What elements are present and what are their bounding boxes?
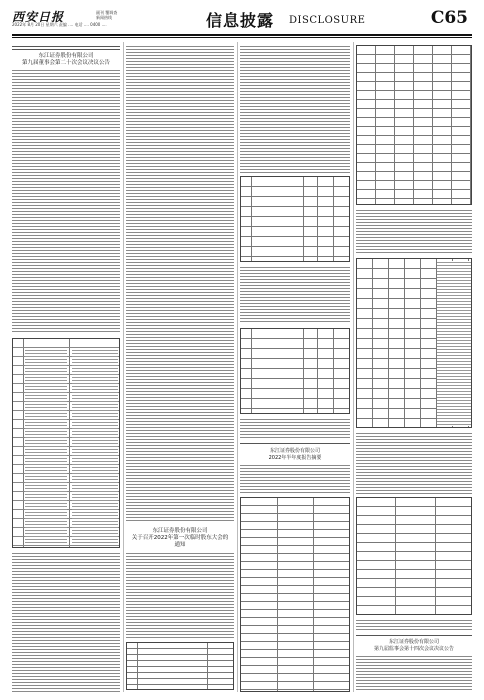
masthead <box>0 0 484 42</box>
masthead-rule <box>12 34 472 36</box>
edition-line: 新闻热线 <box>96 15 112 20</box>
notice-header-line <box>240 442 350 446</box>
body-text <box>12 552 120 692</box>
notice-title: 东江证券股份有限公司 第九届监事会第十四次会议决议公告 <box>373 639 454 652</box>
body-text <box>356 619 472 631</box>
agenda-table <box>126 642 234 690</box>
masthead-rule-thin <box>12 37 472 38</box>
body-text <box>240 418 350 438</box>
body-text <box>240 464 350 494</box>
body-text <box>240 266 350 324</box>
proxy-form-table <box>240 176 350 262</box>
column-4 <box>356 42 472 692</box>
column-1 <box>12 42 120 692</box>
column-rule <box>237 42 238 692</box>
shareholder-table <box>356 45 472 205</box>
page-number: C65 <box>430 8 468 28</box>
dateline: 2022年 8月 20日 星期六 责编 .... 电话 .... 0400 .... <box>12 22 107 27</box>
edition-info <box>96 10 117 20</box>
column-rule <box>353 42 354 692</box>
table-cell-text <box>72 349 118 544</box>
body-text <box>356 209 472 255</box>
financial-summary-table <box>240 497 350 692</box>
body-text <box>356 432 472 494</box>
body-text <box>12 69 120 334</box>
resolution-table <box>12 338 120 548</box>
table-cell-text <box>25 349 67 544</box>
section-title: 信息披露 <box>206 11 275 30</box>
bond-table <box>356 258 472 428</box>
column-3 <box>240 42 350 692</box>
notice-title: 东江证券股份有限公司 第九届董事会第二十次会议决议公告 <box>21 53 110 66</box>
voting-table <box>240 328 350 414</box>
notice-header-line <box>356 634 472 638</box>
table-cell-text <box>437 261 471 426</box>
newspaper-logo: 西安日报 <box>12 10 65 24</box>
body-text <box>126 45 234 523</box>
column-rule <box>123 42 124 692</box>
edition-line: 副刊 覆调查 <box>96 10 118 15</box>
body-text <box>356 655 472 692</box>
section-title-en: DISCLOSURE <box>289 15 366 26</box>
notice-title: 东江证券股份有限公司 关于召开2022年第一次临时股东大会的 通知 <box>131 528 229 548</box>
body-text <box>126 552 234 640</box>
indicator-table <box>356 497 472 615</box>
notice-header-line <box>12 45 120 51</box>
body-text <box>240 45 350 173</box>
notice-title: 东江证券股份有限公司 2022年半年度报告摘要 <box>268 448 322 461</box>
column-2 <box>126 42 234 692</box>
